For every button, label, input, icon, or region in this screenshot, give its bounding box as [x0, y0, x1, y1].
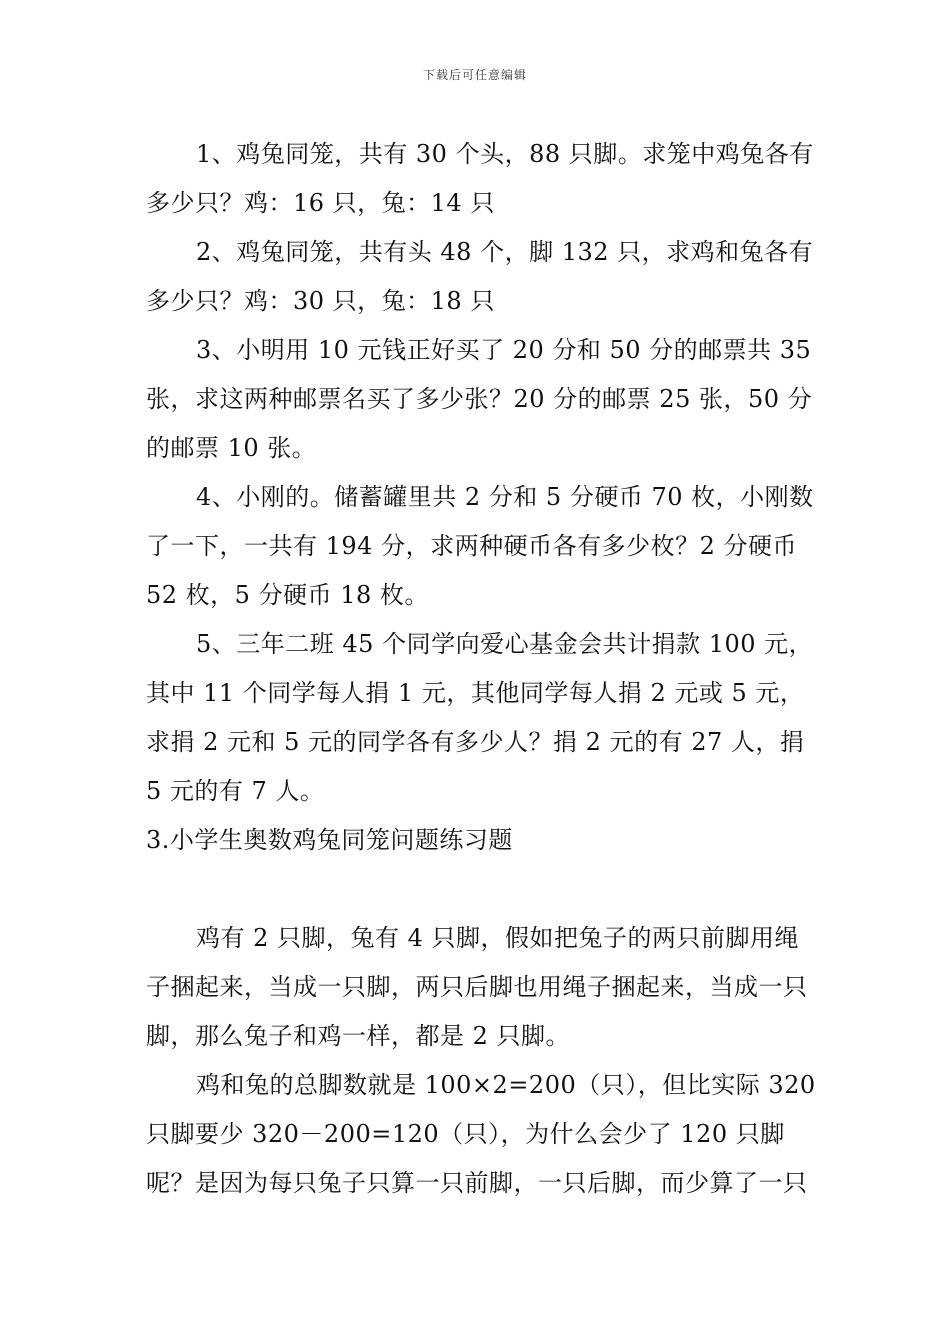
problem-2: 2、鸡兔同笼，共有头 48 个，脚 132 只，求鸡和兔各有多少只？鸡：30 只，兔：18 只: [146, 238, 814, 315]
problem-5: 5、三年二班 45 个同学向爱心基金会共计捐款 100 元，其中 11 个同学每人捐 1 元，其他同学每人捐 2 元或 5 元，求捐 2 元和 5 元的同学各有多少人？捐 2 元的有 27 人，捐 5 元的有 7 人。: [146, 630, 814, 805]
problem-3: 3、小明用 10 元钱正好买了 20 分和 50 分的邮票共 35 张，求这两种邮票名买了多少张？20 分的邮票 25 张，50 分的邮票 10 张。: [146, 336, 813, 462]
problem-4: 4、小刚的。储蓄罐里共 2 分和 5 分硬币 70 枚，小刚数了一下，一共有 194 分，求两种硬币各有多少枚？2 分硬币 52 枚，5 分硬币 18 枚。: [146, 483, 814, 609]
problem-1: 1、鸡兔同笼，共有 30 个头，88 只脚。求笼中鸡兔各有多少只？鸡：16 只，兔：14 只: [146, 140, 814, 217]
blank-line: [146, 865, 818, 914]
explanation-paragraph-1: 鸡有 2 只脚，兔有 4 只脚，假如把兔子的两只前脚用绳子捆起来，当成一只脚，两只后脚也用绳子捆起来，当成一只脚，那么兔子和鸡一样，都是 2 只脚。: [146, 924, 808, 1050]
page-header: 下载后可任意编辑: [422, 68, 527, 82]
section-title: 3.小学生奥数鸡兔同笼问题练习题: [146, 826, 513, 854]
document-body: [146, 130, 818, 1208]
explanation-paragraph-2: 鸡和兔的总脚数就是 100×2=200（只），但比实际 320 只脚要少 320－200=120（只），为什么会少了 120 只脚呢？是因为每只兔子只算一只前脚，一只后脚，而少算了一只: [146, 1071, 816, 1197]
